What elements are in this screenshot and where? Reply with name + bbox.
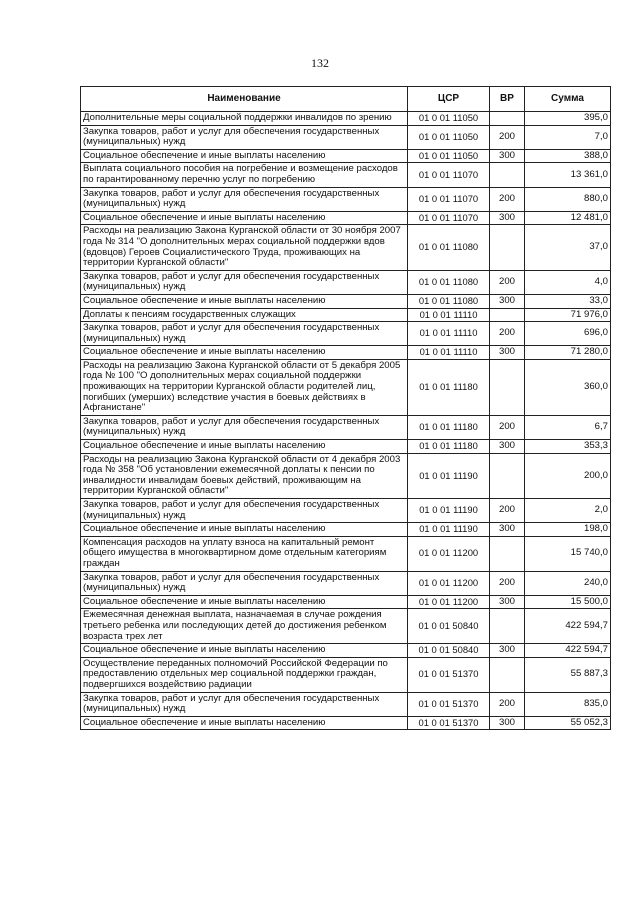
sum-cell: 198,0	[525, 523, 611, 537]
csr-cell: 01 0 01 11110	[408, 308, 490, 322]
vr-cell: 200	[490, 270, 525, 294]
name-cell: Социальное обеспечение и иные выплаты населению	[81, 294, 408, 308]
name-cell: Дополнительные меры социальной поддержки инвалидов по зрению	[81, 112, 408, 126]
sum-cell: 6,7	[525, 415, 611, 439]
csr-cell: 01 0 01 11070	[408, 211, 490, 225]
name-cell: Социальное обеспечение и иные выплаты населению	[81, 346, 408, 360]
vr-cell: 300	[490, 149, 525, 163]
table-row	[81, 308, 611, 322]
name-cell: Расходы на реализацию Закона Курганской области от 5 декабря 2005 года № 100 "О дополнительных мерах социальной поддержки проживающих на территории Курганской области родителей лиц, погибших (умерших) вследствие участия в боевых действиях в Афганистане"	[81, 359, 408, 415]
table-row	[81, 270, 611, 294]
name-cell: Компенсация расходов на уплату взноса на капитальный ремонт общего имущества в многоквартирном доме отдельным категориям граждан	[81, 536, 408, 571]
name-cell: Ежемесячная денежная выплата, назначаемая в случае рождения третьего ребенка или последующих детей до достижения ребенком возраста трех лет	[81, 609, 408, 644]
name-cell: Социальное обеспечение и иные выплаты населению	[81, 595, 408, 609]
sum-cell: 71 280,0	[525, 346, 611, 360]
sum-cell: 835,0	[525, 692, 611, 716]
csr-cell: 01 0 01 50840	[408, 644, 490, 658]
sum-cell: 360,0	[525, 359, 611, 415]
vr-cell	[490, 536, 525, 571]
table-row	[81, 571, 611, 595]
sum-cell: 395,0	[525, 112, 611, 126]
csr-cell: 01 0 01 11200	[408, 536, 490, 571]
vr-cell	[490, 657, 525, 692]
csr-cell: 01 0 01 11050	[408, 125, 490, 149]
name-cell: Социальное обеспечение и иные выплаты населению	[81, 523, 408, 537]
vr-cell: 200	[490, 125, 525, 149]
header-csr: ЦСР	[408, 87, 490, 112]
vr-cell	[490, 308, 525, 322]
vr-cell: 300	[490, 644, 525, 658]
sum-cell: 696,0	[525, 322, 611, 346]
table-header	[81, 87, 611, 112]
csr-cell: 01 0 01 11080	[408, 294, 490, 308]
vr-cell: 300	[490, 211, 525, 225]
sum-cell: 12 481,0	[525, 211, 611, 225]
name-cell: Доплаты к пенсиям государственных служащих	[81, 308, 408, 322]
csr-cell: 01 0 01 51370	[408, 692, 490, 716]
sum-cell: 2,0	[525, 499, 611, 523]
name-cell: Закупка товаров, работ и услуг для обеспечения государственных (муниципальных) нужд	[81, 125, 408, 149]
vr-cell: 300	[490, 523, 525, 537]
csr-cell: 01 0 01 11080	[408, 225, 490, 270]
table-row	[81, 644, 611, 658]
sum-cell: 388,0	[525, 149, 611, 163]
csr-cell: 01 0 01 11200	[408, 571, 490, 595]
vr-cell: 200	[490, 187, 525, 211]
table-row	[81, 149, 611, 163]
table-row	[81, 225, 611, 270]
table-row	[81, 211, 611, 225]
sum-cell: 4,0	[525, 270, 611, 294]
page-number: 132	[311, 56, 329, 70]
name-cell: Закупка товаров, работ и услуг для обеспечения государственных (муниципальных) нужд	[81, 415, 408, 439]
vr-cell	[490, 609, 525, 644]
csr-cell: 01 0 01 11080	[408, 270, 490, 294]
name-cell: Осуществление переданных полномочий Российской Федерации по предоставлению отдельных мер социальной поддержки граждан, подвергшихся воздействию радиации	[81, 657, 408, 692]
vr-cell: 200	[490, 571, 525, 595]
sum-cell: 422 594,7	[525, 644, 611, 658]
sum-cell: 15 740,0	[525, 536, 611, 571]
csr-cell: 01 0 01 11110	[408, 322, 490, 346]
sum-cell: 15 500,0	[525, 595, 611, 609]
csr-cell: 01 0 01 11200	[408, 595, 490, 609]
table-row	[81, 440, 611, 454]
table-row	[81, 692, 611, 716]
csr-cell: 01 0 01 11180	[408, 359, 490, 415]
table-row	[81, 523, 611, 537]
name-cell: Закупка товаров, работ и услуг для обеспечения государственных (муниципальных) нужд	[81, 692, 408, 716]
name-cell: Социальное обеспечение и иные выплаты населению	[81, 644, 408, 658]
vr-cell	[490, 359, 525, 415]
name-cell: Закупка товаров, работ и услуг для обеспечения государственных (муниципальных) нужд	[81, 499, 408, 523]
table-row	[81, 187, 611, 211]
name-cell: Социальное обеспечение и иные выплаты населению	[81, 211, 408, 225]
table-row	[81, 453, 611, 498]
sum-cell: 240,0	[525, 571, 611, 595]
table-row	[81, 595, 611, 609]
sum-cell: 880,0	[525, 187, 611, 211]
header-vr: ВР	[490, 87, 525, 112]
sum-cell: 55 052,3	[525, 716, 611, 730]
csr-cell: 01 0 01 11190	[408, 523, 490, 537]
csr-cell: 01 0 01 11050	[408, 149, 490, 163]
sum-cell: 200,0	[525, 453, 611, 498]
header-sum: Сумма	[525, 87, 611, 112]
table-row	[81, 294, 611, 308]
csr-cell: 01 0 01 11180	[408, 440, 490, 454]
vr-cell: 200	[490, 415, 525, 439]
vr-cell: 300	[490, 440, 525, 454]
name-cell: Выплата социального пособия на погребение и возмещение расходов по гарантированному перечню услуг по погребению	[81, 163, 408, 187]
csr-cell: 01 0 01 11070	[408, 163, 490, 187]
sum-cell: 422 594,7	[525, 609, 611, 644]
csr-cell: 01 0 01 11190	[408, 499, 490, 523]
table-row	[81, 415, 611, 439]
name-cell: Закупка товаров, работ и услуг для обеспечения государственных (муниципальных) нужд	[81, 322, 408, 346]
budget-table	[80, 86, 611, 730]
vr-cell: 200	[490, 322, 525, 346]
table-row	[81, 716, 611, 730]
sum-cell: 71 976,0	[525, 308, 611, 322]
csr-cell: 01 0 01 11190	[408, 453, 490, 498]
vr-cell	[490, 225, 525, 270]
vr-cell: 300	[490, 716, 525, 730]
vr-cell: 300	[490, 595, 525, 609]
table-row	[81, 359, 611, 415]
name-cell: Расходы на реализацию Закона Курганской области от 30 ноября 2007 года № 314 "О дополнительных мерах социальной поддержки вдов (вдовцов) Героев Социалистического Труда, проживающих на территории Курганской области"	[81, 225, 408, 270]
header-row	[81, 87, 611, 112]
table-row	[81, 346, 611, 360]
table-row	[81, 112, 611, 126]
csr-cell: 01 0 01 11110	[408, 346, 490, 360]
csr-cell: 01 0 01 11070	[408, 187, 490, 211]
sum-cell: 33,0	[525, 294, 611, 308]
csr-cell: 01 0 01 50840	[408, 609, 490, 644]
csr-cell: 01 0 01 51370	[408, 657, 490, 692]
table-row	[81, 322, 611, 346]
sum-cell: 7,0	[525, 125, 611, 149]
table-row	[81, 125, 611, 149]
csr-cell: 01 0 01 11180	[408, 415, 490, 439]
sum-cell: 353,3	[525, 440, 611, 454]
name-cell: Закупка товаров, работ и услуг для обеспечения государственных (муниципальных) нужд	[81, 187, 408, 211]
name-cell: Социальное обеспечение и иные выплаты населению	[81, 716, 408, 730]
vr-cell: 200	[490, 499, 525, 523]
vr-cell: 300	[490, 346, 525, 360]
table-row	[81, 499, 611, 523]
name-cell: Закупка товаров, работ и услуг для обеспечения государственных (муниципальных) нужд	[81, 270, 408, 294]
name-cell: Социальное обеспечение и иные выплаты населению	[81, 440, 408, 454]
csr-cell: 01 0 01 51370	[408, 716, 490, 730]
header-name: Наименование	[81, 87, 408, 112]
table-row	[81, 163, 611, 187]
name-cell: Расходы на реализацию Закона Курганской области от 4 декабря 2003 года № 358 "Об установлении ежемесячной доплаты к пенсии по инвалидности инвалидам боевых действий, проживающим на территории Курганской области"	[81, 453, 408, 498]
vr-cell	[490, 453, 525, 498]
table-row	[81, 657, 611, 692]
name-cell: Закупка товаров, работ и услуг для обеспечения государственных (муниципальных) нужд	[81, 571, 408, 595]
vr-cell	[490, 112, 525, 126]
sum-cell: 37,0	[525, 225, 611, 270]
vr-cell: 200	[490, 692, 525, 716]
csr-cell: 01 0 01 11050	[408, 112, 490, 126]
vr-cell: 300	[490, 294, 525, 308]
sum-cell: 13 361,0	[525, 163, 611, 187]
table-body	[81, 112, 611, 730]
name-cell: Социальное обеспечение и иные выплаты населению	[81, 149, 408, 163]
table-row	[81, 536, 611, 571]
table-row	[81, 609, 611, 644]
vr-cell	[490, 163, 525, 187]
sum-cell: 55 887,3	[525, 657, 611, 692]
